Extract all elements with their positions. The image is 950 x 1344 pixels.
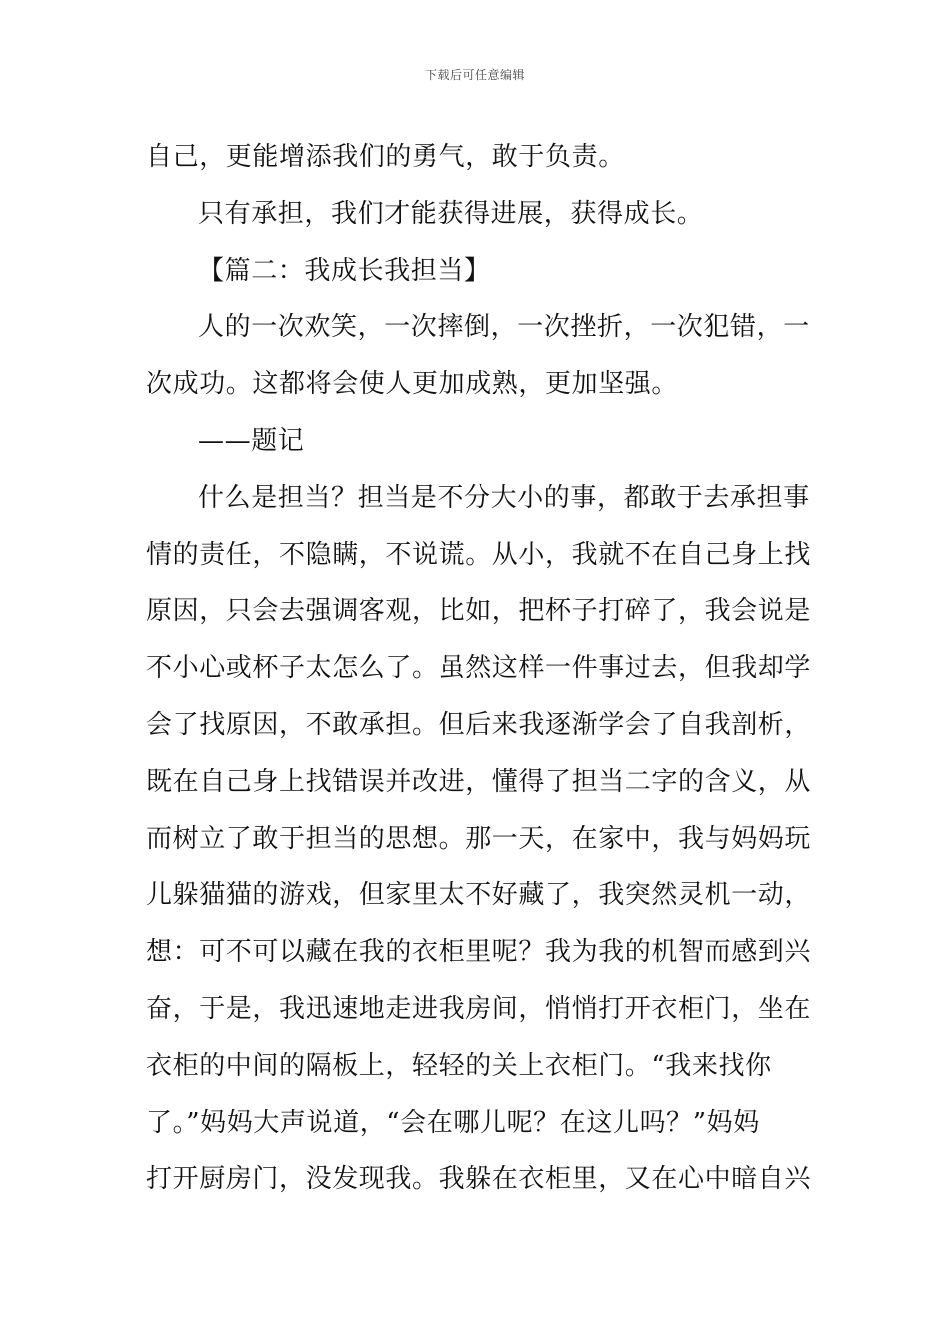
text-line: 儿躲猫猫的游戏，但家里太不好藏了，我突然灵机一动， — [146, 880, 812, 911]
text-line: 既在自己身上找错误并改进，懂得了担当二字的含义，从 — [146, 766, 812, 797]
document-body — [146, 129, 810, 1208]
text-line: 原因，只会去强调客观，比如，把杯子打碎了，我会说是 — [146, 596, 812, 627]
text-line: 不小心或杯子太怎么了。虽然这样一件事过去，但我却学 — [146, 653, 812, 684]
text-line: 了。”妈妈大声说道，“会在哪儿呢？在这儿吗？”妈妈 — [146, 1107, 760, 1138]
text-line: 衣柜的中间的隔板上，轻轻的关上衣柜门。“我来找你 — [146, 1050, 772, 1081]
text-line: 会了找原因，不敢承担。但后来我逐渐学会了自我剖析， — [146, 709, 812, 740]
text-line: 打开厨房门，没发现我。我躲在衣柜里，又在心中暗自兴 — [146, 1164, 812, 1195]
epigraph-attribution: ——题记 — [198, 425, 305, 456]
text-line: 只有承担，我们才能获得进展，获得成长。 — [198, 198, 704, 229]
text-line: 次成功。这都将会使人更加成熟，更加坚强。 — [146, 369, 679, 400]
text-line: 人的一次欢笑，一次摔倒，一次挫折，一次犯错，一 — [198, 312, 810, 343]
text-line: 什么是担当？担当是不分大小的事，都敢于去承担事 — [198, 482, 810, 513]
text-line: 奋，于是，我迅速地走进我房间，悄悄打开衣柜门，坐在 — [146, 993, 812, 1024]
text-line: 想：可不可以藏在我的衣柜里呢？我为我的机智而感到兴 — [146, 937, 812, 968]
page-header: 下载后可任意编辑 — [424, 68, 525, 82]
text-line: 情的责任，不隐瞒，不说谎。从小，我就不在自己身上找 — [146, 539, 812, 570]
text-line: 而树立了敢于担当的思想。那一天，在家中，我与妈妈玩 — [146, 823, 812, 854]
section-title: 【篇二：我成长我担当】 — [198, 255, 491, 286]
text-line: 自己，更能增添我们的勇气，敢于负责。 — [146, 142, 625, 172]
